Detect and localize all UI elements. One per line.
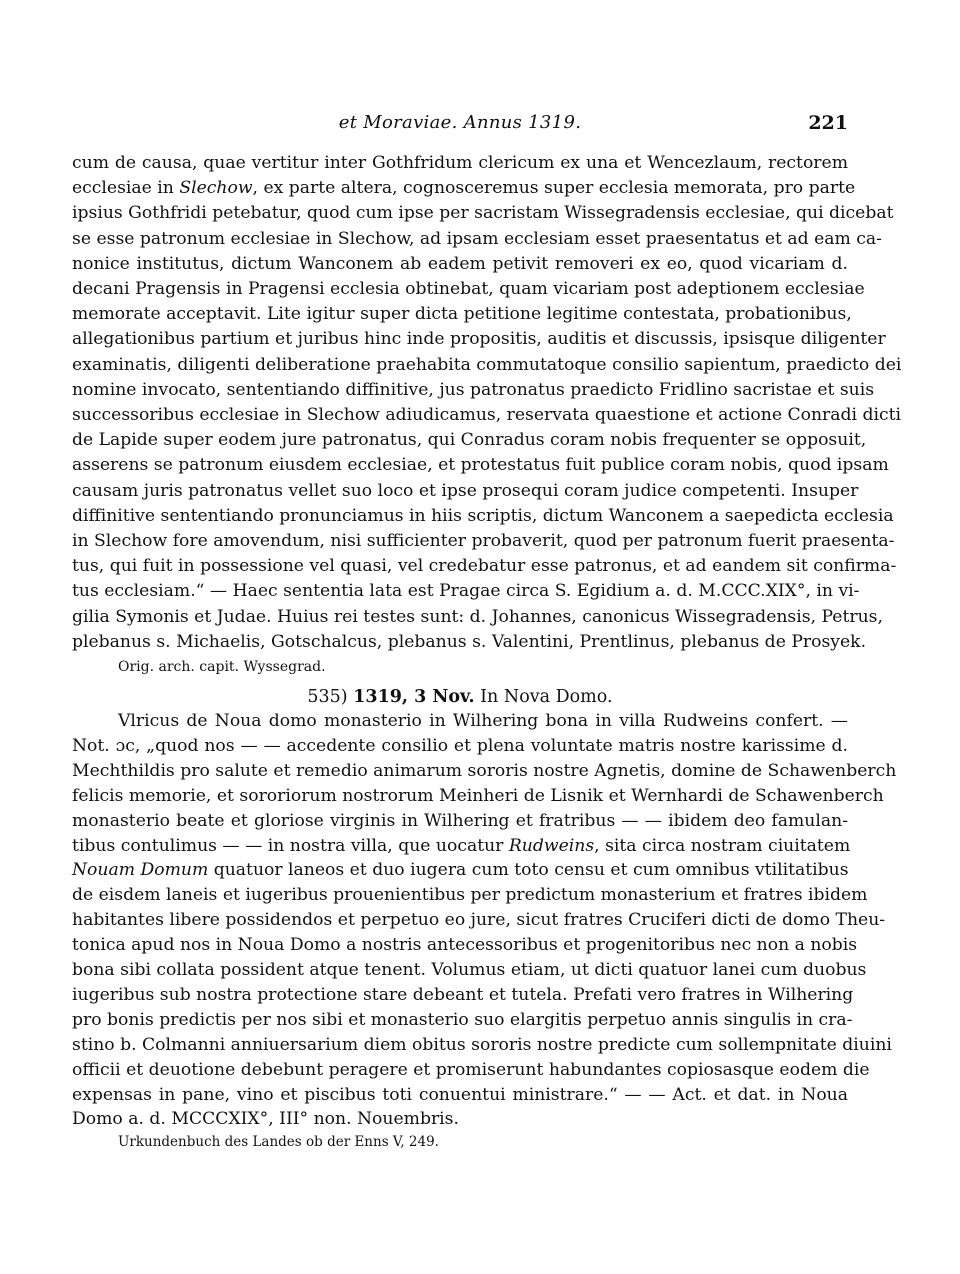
running-head: et Moraviae. Annus 1319. [338,112,582,133]
text-line: monasterio beate et gloriose virginis in Wilhering et fratribus — — ibidem deo famulan- [72,810,848,831]
charter-date: 1319, 3 Nov. [353,687,475,707]
text-line: stino b. Colmanni anniuersarium diem obitus sororis nostre predicte cum sollempnitate diuini [72,1034,892,1055]
text-line: tibus contulimus — — in nostra villa, que uocatur Rudweins, sita circa nostram ciuitatem [72,835,851,856]
text-line: tus, qui fuit in possessione vel quasi, vel credebatur esse patronus, et ad eandem sit confirma- [72,556,897,577]
text-line: de eisdem laneis et iugeribus prouenientibus per predictum monasterium et fratres ibidem [72,885,868,906]
italic-term: Slechow [179,178,253,199]
text-line: cum de causa, quae vertitur inter Gothfridum clericum ex una et Wencezlaum, rectorem [72,153,848,173]
text-line: nonice institutus, dictum Wanconem ab eadem petivit removeri ex eo, quod vicariam d. [72,253,848,274]
text-line: allegationibus partium et juribus hinc inde propositis, auditis et discussis, ipsisque diligenter [72,329,886,350]
charter-heading-535 [72,684,848,710]
text-line: gilia Symonis et Judae. Huius rei testes sunt: d. Johannes, canonicus Wissegradensis, Petrus, [72,606,883,627]
text-line: tus ecclesiam.“ — Haec sententia lata est Pragae circa S. Egidium a. d. M.CCC.XIX°, in vi- [72,581,860,602]
text-line: tonica apud nos in Noua Domo a nostris antecessoribus et progenitoribus nec non a nobis [72,935,858,956]
text-line: nomine invocato, sententiando diffinitive, jus patronatus praedicto Fridlino sacristae et suis [72,379,875,400]
source-note-2: Urkundenbuch des Landes ob der Enns V, 249. [118,1134,439,1150]
italic-term: Nouam Domum [72,860,209,881]
text-line: Domo a. d. MCCCXIX°, III° non. Nouembris. [72,1109,459,1130]
text-line: se esse patronum ecclesiae in Slechow, ad ipsam ecclesiam esset praesentatus et ad eam ca- [72,228,882,249]
text-line: decani Pragensis in Pragensi ecclesia obtinebat, quam vicariam post adeptionem ecclesiae [72,279,865,299]
text-line: asserens se patronum eiusdem ecclesiae, et protestatus fuit publice coram nobis, quod ipsam [72,455,889,476]
italic-term: Rudweins [508,835,595,856]
text-line: ecclesiae in Slechow, ex parte altera, cognosceremus super ecclesia memorata, pro parte [72,178,856,199]
page-header [72,112,848,138]
text-line: de Lapide super eodem jure patronatus, qui Conradus coram nobis frequenter se opposuit, [72,430,867,451]
text-line: officii et deuotione debebunt peragere et promiserunt habundantes copiosasque eodem die [72,1059,870,1080]
text-line: diffinitive sententiando pronunciamus in hiis scriptis, dictum Wanconem a saepedicta ecclesia [72,505,894,526]
page-number: 221 [808,112,848,134]
text-line: causam juris patronatus vellet suo loco et ipse prosequi coram judice competenti. Insuper [72,480,859,501]
text-line: habitantes libere possidendos et perpetuo eo jure, sicut fratres Cruciferi dicti de domo Theu- [72,910,886,931]
text-line: felicis memorie, et sororiorum nostrorum Meinheri de Lisnik et Wernhardi de Schawenberch [72,785,884,806]
text-line: iugeribus sub nostra protectione stare debeant et tutela. Prefati vero fratres in Wilhering [72,984,854,1005]
text-line: Nouam Domum quatuor laneos et duo iugera cum toto censu et cum omnibus vtilitatibus [72,860,849,881]
text-line: pro bonis predictis per nos sibi et monasterio suo elargitis perpetuo annis singulis in cra- [72,1009,853,1030]
text-line: Mechthildis pro salute et remedio animarum sororis nostre Agnetis, domine de Schawenberch [72,760,897,781]
text-line: successoribus ecclesiae in Slechow adiudicamus, reservata quaestione et actione Conradi dicti [72,405,901,425]
text-line: expensas in pane, vino et piscibus toti conuentui ministrare.“ — — Act. et dat. in Noua [72,1084,848,1105]
charter-place: In Nova Domo. [480,687,613,707]
charter-number: 535) [307,687,348,707]
text-line: bona sibi collata possident atque tenent. Volumus etiam, ut dicti quatuor lanei cum duobus [72,960,867,980]
text-line: examinatis, diligenti deliberatione praehabita commutatoque consilio sapientum, praedicto dei [72,354,902,375]
text-line: in Slechow fore amovendum, nisi sufficienter probaverit, quod per patronum fuerit praesenta- [72,531,895,551]
text-line: Not. ɔc, „quod nos — — accedente consilio et plena voluntate matris nostre karissime d. [72,735,848,756]
source-note: Orig. arch. capit. Wyssegrad. [118,659,326,675]
text-line: plebanus s. Michaelis, Gotschalcus, plebanus s. Valentini, Prentlinus, plebanus de Prosyek. [72,631,867,652]
text-line: Vlricus de Noua domo monasterio in Wilhering bona in villa Rudweins confert. — [118,711,848,731]
text-line: ipsius Gothfridi petebatur, quod cum ipse per sacristam Wissegradensis ecclesiae, qui dicebat [72,203,894,224]
text-line: memorate acceptavit. Lite igitur super dicta petitione legitime contestata, probationibus, [72,304,852,325]
